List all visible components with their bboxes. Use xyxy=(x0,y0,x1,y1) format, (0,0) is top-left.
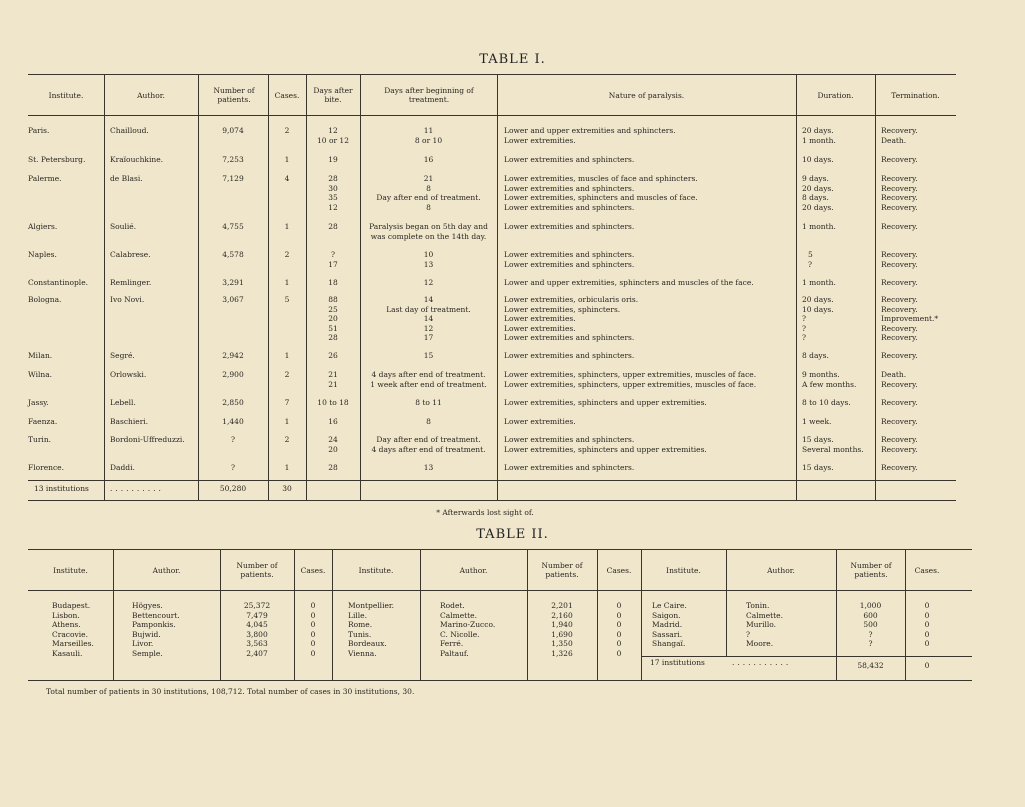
row-days-bite: 88 25 20 51 28 xyxy=(328,295,338,342)
row-days-bite: 28 xyxy=(328,222,338,231)
row-termination: Recovery. xyxy=(881,351,918,360)
t1-header-days-treatment: Days after beginning of treatment. xyxy=(384,86,474,104)
row-cases: 2 xyxy=(284,126,290,135)
row-days-treatment: 10 13 xyxy=(423,250,434,269)
row-days-treatment: 4 days after end of treatment. 1 week after end of treatment. xyxy=(370,370,487,389)
table2-bottom-rule xyxy=(28,680,972,681)
row-nature: Lower extremities, orbicularis oris. Lower extremities, sphincters. Lower extremities. Lower extremities. Lower extremities and sphincters. xyxy=(504,295,639,342)
row-days-treatment: Paralysis began on 5th day and was complete on the 14th day. xyxy=(369,222,488,241)
row-institute: Florence. xyxy=(28,463,64,472)
table1-bottom-rule xyxy=(28,500,956,501)
table2-header-rule xyxy=(28,590,972,591)
table2-title: TABLE II. xyxy=(476,527,549,542)
row-author: Soulié. xyxy=(110,222,137,231)
row-duration: 15 days. xyxy=(802,463,834,472)
t2-header-institute-2: Institute. xyxy=(358,566,394,575)
row-author: Orlowski. xyxy=(110,370,147,379)
row-days-bite: 21 21 xyxy=(328,370,338,389)
row-patients: 2,942 xyxy=(222,351,244,360)
row-termination: Recovery. xyxy=(881,398,918,407)
t2-header-author-3: Author. xyxy=(767,566,795,575)
row-institute: Faenza. xyxy=(28,417,58,426)
t1-footnote: * Afterwards lost sight of. xyxy=(436,508,534,517)
row-days-treatment: 12 xyxy=(423,278,434,287)
row-termination: Recovery. xyxy=(881,222,918,231)
row-days-bite: 12 10 or 12 xyxy=(317,126,349,145)
row-institute: Naples. xyxy=(28,250,57,259)
row-author: Segré. xyxy=(110,351,135,360)
row-patients: 2,850 xyxy=(222,398,244,407)
t2-total-patients: 58,432 xyxy=(857,661,884,670)
row-termination: Recovery. Recovery. Improvement.* Recovery. Recovery. xyxy=(881,295,939,342)
row-cases: 1 xyxy=(284,278,290,287)
row-institute: Milan. xyxy=(28,351,53,360)
t2-cases-1: 0 0 0 0 0 0 xyxy=(310,601,316,658)
table1-header-rule xyxy=(28,115,956,116)
row-cases: 1 xyxy=(284,351,290,360)
row-termination: Death. Recovery. xyxy=(881,370,918,389)
row-duration: 1 month. xyxy=(802,278,836,287)
table2-total-rule xyxy=(641,656,972,657)
row-author: Chailloud. xyxy=(110,126,149,135)
t1-total-label: 13 institutions xyxy=(34,484,89,493)
row-institute: Palerme. xyxy=(28,174,62,183)
t2-authors-3: Tonin. Calmette. Murillo. ? Moore. xyxy=(746,601,784,648)
row-institute: Wilna. xyxy=(28,370,53,379)
t2-header-patients-2: Number of patients. xyxy=(541,561,583,579)
row-duration: 5 ? xyxy=(808,250,813,269)
t1-header-termination: Termination. xyxy=(891,91,940,100)
row-duration: 1 month. xyxy=(802,222,836,231)
t2-total-label: 17 institutions xyxy=(650,658,705,667)
row-patients: 1,440 xyxy=(222,417,244,426)
t2-patients-1: 25,372 7,479 4,045 3,800 3,563 2,407 xyxy=(243,601,271,658)
row-days-bite: 28 30 35 12 xyxy=(328,174,338,212)
row-institute: Constantinople. xyxy=(28,278,89,287)
row-institute: St. Petersburg. xyxy=(28,155,86,164)
row-days-bite: 26 xyxy=(328,351,338,360)
t2-header-cases-2: Cases. xyxy=(606,566,632,575)
row-author: Kraïouchkine. xyxy=(110,155,164,164)
row-days-bite: ? 17 xyxy=(328,250,338,269)
row-author: Ivo Novi. xyxy=(110,295,145,304)
row-nature: Lower extremities and sphincters. xyxy=(504,222,635,231)
t2-total-dots: ........... xyxy=(732,658,792,667)
t1-total-patients: 50,280 xyxy=(219,484,247,493)
row-author: Calabrese. xyxy=(110,250,151,259)
t1-header-cases: Cases. xyxy=(274,91,300,100)
t1-header-patients: Number of patients. xyxy=(213,86,255,104)
row-patients: ? xyxy=(230,435,236,444)
table1-col-divider xyxy=(104,74,105,500)
table1-title: TABLE I. xyxy=(479,52,546,67)
row-author: Daddi. xyxy=(110,463,135,472)
row-cases: 2 xyxy=(284,250,290,259)
table2-top-rule xyxy=(28,549,972,550)
t2-institutes-3: Le Caire. Saigon. Madrid. Sassari. Shangaï. xyxy=(652,601,687,648)
row-duration: 9 days. 20 days. 8 days. 20 days. xyxy=(802,174,834,212)
table1-col-divider xyxy=(497,74,498,500)
row-duration: 1 week. xyxy=(802,417,832,426)
row-patients: 7,253 xyxy=(222,155,244,164)
row-duration: 20 days. 10 days. ? ? ? xyxy=(802,295,834,342)
row-nature: Lower extremities, sphincters and upper extremities. xyxy=(504,398,707,407)
row-days-treatment: 14 Last day of treatment. 14 12 17 xyxy=(386,295,471,342)
t2-authors-2: Rodet. Calmette. Marino-Zucco. C. Nicolle. Ferré. Paltauf. xyxy=(440,601,496,658)
t2-header-author-1: Author. xyxy=(152,566,181,575)
t1-header-author: Author. xyxy=(137,91,165,100)
row-days-bite: 18 xyxy=(328,278,338,287)
row-nature: Lower extremities. xyxy=(504,417,576,426)
row-nature: Lower extremities and sphincters. xyxy=(504,463,635,472)
row-termination: Recovery. Recovery. Recovery. Recovery. xyxy=(881,174,918,212)
row-termination: Recovery. xyxy=(881,155,918,164)
row-cases: 2 xyxy=(284,435,290,444)
row-days-treatment: 16 xyxy=(423,155,434,164)
row-termination: Recovery. xyxy=(881,417,918,426)
t2-institutes-1: Budapest. Lisbon. Athens. Cracovie. Marseilles. Kasauli. xyxy=(52,601,94,658)
t2-header-patients-3: Number of patients. xyxy=(850,561,892,579)
row-patients: 7,129 xyxy=(222,174,244,183)
t1-header-duration: Duration. xyxy=(817,91,854,100)
row-patients: ? xyxy=(230,463,236,472)
row-author: Lebell. xyxy=(110,398,136,407)
row-termination: Recovery. xyxy=(881,278,918,287)
row-nature: Lower extremities and sphincters. xyxy=(504,351,635,360)
row-cases: 5 xyxy=(284,295,290,304)
t2-patients-2: 2,201 2,160 1,940 1,690 1,350 1,326 xyxy=(551,601,573,658)
row-cases: 1 xyxy=(284,463,290,472)
t2-cases-2: 0 0 0 0 0 0 xyxy=(616,601,622,658)
row-days-treatment: Day after end of treatment. 4 days after end of treatment. xyxy=(371,435,486,454)
row-duration: 15 days. Several months. xyxy=(802,435,864,454)
row-patients: 9,074 xyxy=(222,126,244,135)
row-termination: Recovery. Death. xyxy=(881,126,918,145)
row-author: Remlinger. xyxy=(110,278,152,287)
row-patients: 4,578 xyxy=(222,250,244,259)
row-days-bite: 16 xyxy=(328,417,338,426)
row-days-treatment: 15 xyxy=(423,351,434,360)
t1-header-days-bite: Days after bite. xyxy=(313,86,353,104)
row-institute: Turin. xyxy=(28,435,52,444)
row-author: Bordoni-Uffreduzzi. xyxy=(110,435,185,444)
row-days-treatment: 13 xyxy=(423,463,434,472)
row-institute: Algiers. xyxy=(28,222,58,231)
row-cases: 4 xyxy=(284,174,290,183)
row-days-bite: 10 to 18 xyxy=(317,398,349,407)
table1-total-rule xyxy=(28,480,956,481)
row-patients: 4,755 xyxy=(222,222,244,231)
row-patients: 2,900 xyxy=(222,370,244,379)
row-termination: Recovery. xyxy=(881,463,918,472)
t1-header-nature: Nature of paralysis. xyxy=(608,91,685,100)
row-author: de Blasi. xyxy=(110,174,143,183)
t2-header-cases-1: Cases. xyxy=(300,566,326,575)
t1-total-dots: .......... xyxy=(110,484,164,493)
row-nature: Lower and upper extremities, sphincters and muscles of the face. xyxy=(504,278,754,287)
row-days-treatment: 8 xyxy=(426,417,431,426)
t2-cases-3: 0 0 0 0 0 xyxy=(924,601,930,648)
row-days-treatment: 21 8 Day after end of treatment. 8 xyxy=(376,174,481,212)
row-duration: 9 months. A few months. xyxy=(802,370,857,389)
row-cases: 7 xyxy=(284,398,290,407)
t2-total-cases: 0 xyxy=(924,661,930,670)
row-institute: Paris. xyxy=(28,126,50,135)
row-author: Baschieri. xyxy=(110,417,149,426)
t2-header-cases-3: Cases. xyxy=(914,566,940,575)
row-patients: 3,291 xyxy=(222,278,244,287)
row-cases: 1 xyxy=(284,155,290,164)
t1-total-cases: 30 xyxy=(282,484,292,493)
row-duration: 8 days. xyxy=(802,351,829,360)
row-termination: Recovery. Recovery. xyxy=(881,250,918,269)
t2-header-author-2: Author. xyxy=(459,566,488,575)
row-nature: Lower extremities, sphincters, upper extremities, muscles of face. Lower extremities, sphincters, upper extremities, muscles of face. xyxy=(504,370,757,389)
row-institute: Bologna. xyxy=(28,295,62,304)
table1-col-divider xyxy=(796,74,797,500)
row-nature: Lower extremities, muscles of face and sphincters. Lower extremities and sphincters. Lower extremities, sphincters and muscles of face. Lower extremities and sphincters. xyxy=(504,174,698,212)
t2-patients-3: 1,000 600 500 ? ? xyxy=(859,601,882,648)
t2-header-institute-1: Institute. xyxy=(53,566,88,575)
row-duration: 10 days. xyxy=(802,155,834,164)
t1-header-institute: Institute. xyxy=(48,91,84,100)
row-nature: Lower extremities and sphincters. xyxy=(504,155,635,164)
row-patients: 3,067 xyxy=(222,295,244,304)
t2-authors-1: Högyes. Bettencourt. Pamponkis. Bujwid. Livor. Semple. xyxy=(132,601,180,658)
t2-header-patients-1: Number of patients. xyxy=(236,561,278,579)
row-cases: 2 xyxy=(284,370,290,379)
t2-institutes-2: Montpellier. Lille. Rome. Tunis. Bordeaux. Vienna. xyxy=(348,601,395,658)
table1-top-rule xyxy=(28,74,956,75)
row-duration: 8 to 10 days. xyxy=(802,398,851,407)
row-nature: Lower and upper extremities and sphincters. Lower extremities. xyxy=(504,126,676,145)
row-cases: 1 xyxy=(284,222,290,231)
row-days-bite: 19 xyxy=(328,155,338,164)
row-nature: Lower extremities and sphincters. Lower extremities, sphincters and upper extremities. xyxy=(504,435,707,454)
row-days-bite: 24 20 xyxy=(328,435,338,454)
row-termination: Recovery. Recovery. xyxy=(881,435,918,454)
table1-col-divider xyxy=(875,74,876,500)
row-institute: Jassy. xyxy=(28,398,49,407)
row-days-bite: 28 xyxy=(328,463,338,472)
row-days-treatment: 8 to 11 xyxy=(415,398,442,407)
row-cases: 1 xyxy=(284,417,290,426)
row-days-treatment: 11 8 or 10 xyxy=(414,126,443,145)
row-nature: Lower extremities and sphincters. Lower extremities and sphincters. xyxy=(504,250,635,269)
row-duration: 20 days. 1 month. xyxy=(802,126,836,145)
t2-header-institute-3: Institute. xyxy=(666,566,701,575)
t2-summary: Total number of patients in 30 institutions, 108,712. Total number of cases in 30 institutions, 30. xyxy=(46,687,415,696)
